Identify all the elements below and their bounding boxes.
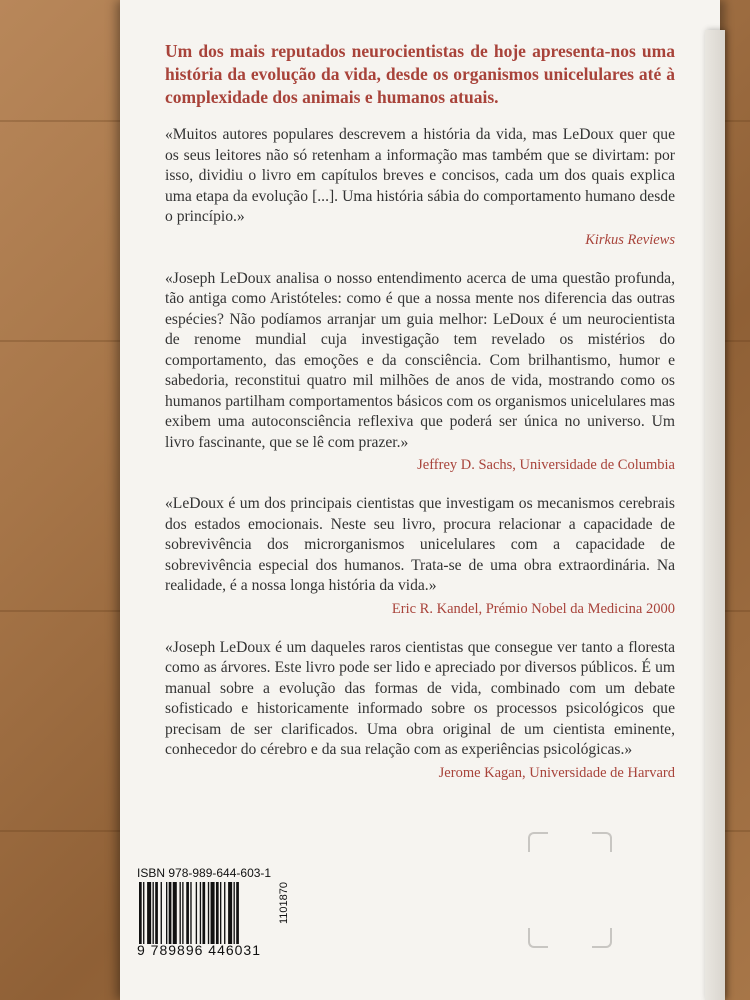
corner-mark-bottom-right <box>592 928 612 948</box>
book-page-edges <box>705 30 725 1000</box>
review-quote: «Joseph LeDoux é um daqueles raros cientistas que consegue ver tanto a floresta como as árvores. Este livro pode ser lido e apreciado por diversos públicos. É um manual sobre a evolução das formas de vida, combinado com um debate sofisticado e historicamente informado sobre os processos psicológicos que precisam de ser clarificados. Uma obra original de um cientista eminente, conhecedor do cérebro e da sua relação com as experiências psicológicas.» <box>165 638 675 758</box>
review-block <box>165 638 675 782</box>
review-block <box>165 494 675 618</box>
corner-mark-bottom-left <box>528 928 548 948</box>
review-attribution: Kirkus Reviews <box>585 231 675 248</box>
review-attribution: Jerome Kagan, Universidade de Harvard <box>438 764 675 781</box>
review-quote: «LeDoux é um dos principais cientistas que investigam os mecanismos cerebrais dos estados emocionais. Neste seu livro, procura relacionar a capacidade de sobrevivência dos microrganismos unicelulares com a capacidade de sobrevivência especial dos humanos. Trata-se de uma obra extraordinária. Na realidade, é a nossa longa história da vida.» <box>165 495 675 594</box>
barcode-icon <box>137 882 277 944</box>
review-attribution: Jeffrey D. Sachs, Universidade de Columbia <box>417 457 675 473</box>
review-quote: «Muitos autores populares descrevem a história da vida, mas LeDoux quer que os seus leitores não só retenham a informação mas também que se divirtam: por isso, dividiu o livro em capítulos breves e concisos, cada um dos quais explica uma etapa da evolução [...]. Uma história sábia do comportamento humano desde o princípio.» <box>165 126 675 225</box>
review-quote: «Joseph LeDoux analisa o nosso entendimento acerca de uma questão profunda, tão antiga como Aristóteles: como é que a nossa mente nos diferencia das outras espécies? Não podíamos arranjar um guia melhor: LeDoux é um neurocientista de renome mundial cuja investigação tem revelado os mistérios do comportamento, das emoções e da consciência. Com brilhantismo, humor e sabedoria, reconstitui quatro mil milhões de anos de vida, mostrando como os humanos partilham comportamentos básicos com os organismos unicelulares mas exibem uma autoconsciência reflexiva que poderá ser única no universo. Um livro fascinante, que se lê com prazer.» <box>165 269 675 451</box>
review-attribution: Eric R. Kandel, Prémio Nobel da Medicina 2000 <box>391 600 675 617</box>
side-code: 1101870 <box>278 882 290 925</box>
corner-mark-top-left <box>528 832 548 852</box>
barcode-area <box>137 866 297 966</box>
barcode-digits: 9 789896 446031 <box>137 942 261 958</box>
lead-paragraph: Um dos mais reputados neurocientistas de hoje apresenta-nos uma história da evolução da vida, desde os organismos unicelulares até à complexidade dos animais e humanos atuais. <box>165 41 675 107</box>
review-block <box>165 269 675 475</box>
corner-mark-top-right <box>592 832 612 852</box>
isbn-label: ISBN 978-989-644-603-1 <box>137 866 272 880</box>
back-cover-text <box>165 40 675 802</box>
review-block <box>165 125 675 249</box>
